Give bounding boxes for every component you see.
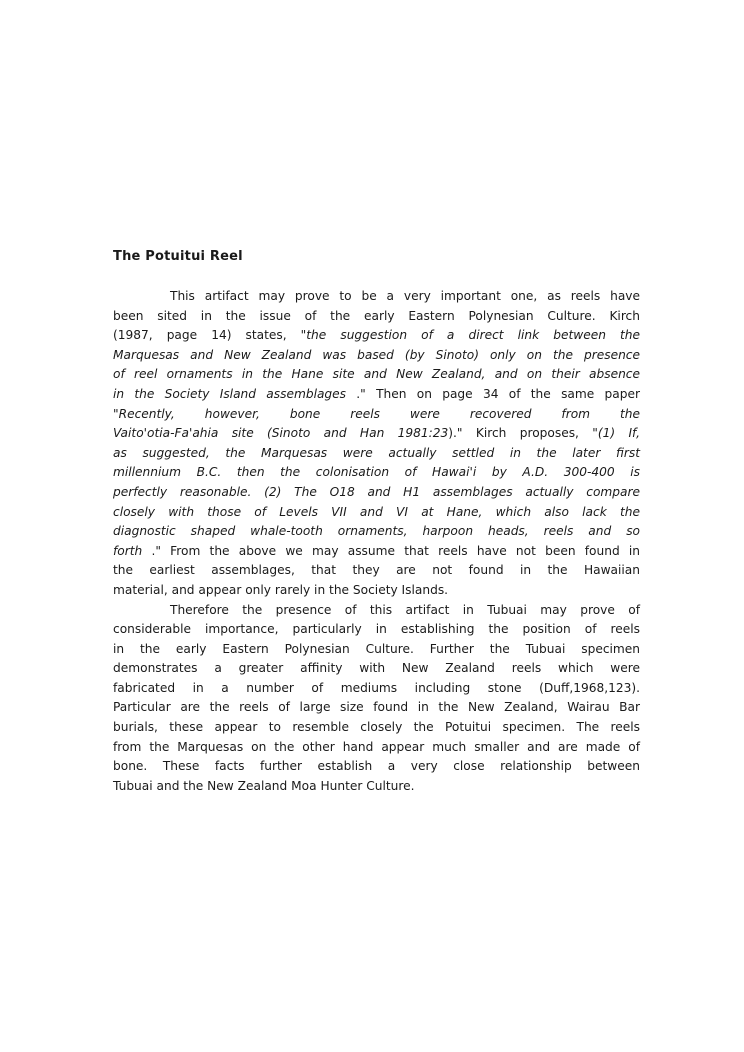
section-heading: The Potuitui Reel xyxy=(113,249,243,264)
text-line xyxy=(113,620,640,640)
text-line xyxy=(113,522,640,542)
text-line xyxy=(113,581,640,601)
text-span: considerable importance, particularly in establishing the position of reels xyxy=(113,622,640,637)
text-line xyxy=(113,542,640,562)
quoted-text: millennium B.C. then the colonisation of Hawai'i by A.D. 300-400 is xyxy=(113,465,640,480)
text-line xyxy=(113,561,640,581)
text-line xyxy=(113,718,640,738)
text-span: Tubuai and the New Zealand Moa Hunter Culture. xyxy=(113,778,415,793)
text-line xyxy=(113,424,640,444)
text-line xyxy=(113,698,640,718)
text-line xyxy=(113,444,640,464)
paragraph xyxy=(113,287,640,601)
text-span: )." Kirch proposes, " xyxy=(448,426,598,441)
text-line xyxy=(113,659,640,679)
quoted-text: as suggested, the Marquesas were actually settled in the later first xyxy=(113,445,640,460)
quoted-text: in the Society Island assemblages xyxy=(113,386,347,401)
text-line xyxy=(113,640,640,660)
quoted-text: Vaito'otia-Fa'ahia site (Sinoto and Han 1981:23 xyxy=(113,426,449,441)
text-span: ." Then on page 34 of the same paper xyxy=(346,386,640,401)
quoted-text: perfectly reasonable. (2) The O18 and H1 assemblages actually compare xyxy=(113,484,640,499)
quoted-text: (1) If, xyxy=(597,426,641,441)
body-text xyxy=(113,287,640,796)
text-span: fabricated in a number of mediums including stone (Duff,1968,123). xyxy=(113,680,640,695)
text-line xyxy=(113,326,640,346)
text-span: from the Marquesas on the other hand appear much smaller and are made of xyxy=(113,739,640,754)
quoted-text: the suggestion of a direct link between the xyxy=(306,328,640,343)
text-span: demonstrates a greater affinity with New Zealand reels which were xyxy=(113,661,640,676)
text-line xyxy=(113,503,640,523)
text-line xyxy=(113,346,640,366)
text-line xyxy=(113,679,640,699)
quoted-text: of reel ornaments in the Hane site and New Zealand, and on their absence xyxy=(113,367,640,382)
quoted-text: Marquesas and New Zealand was based (by Sinoto) only on the presence xyxy=(113,347,640,362)
text-span: This artifact may prove to be a very important one, as reels have xyxy=(170,289,640,303)
text-span: material, and appear only rarely in the Society Islands. xyxy=(113,582,449,597)
text-span: burials, these appear to resemble closely the Potuitui specimen. The reels xyxy=(113,720,640,735)
paragraph xyxy=(113,601,640,797)
text-line xyxy=(113,365,640,385)
text-line xyxy=(113,601,640,621)
quoted-text: Recently, however, bone reels were recovered from the xyxy=(118,406,640,421)
quoted-text: diagnostic shaped whale-tooth ornaments, harpoon heads, reels and so xyxy=(113,524,640,539)
text-line xyxy=(113,405,640,425)
text-span: been sited in the issue of the early Eastern Polynesian Culture. Kirch xyxy=(113,308,640,323)
text-span: bone. These facts further establish a very close relationship between xyxy=(113,759,640,774)
text-span: Particular are the reels of large size found in the New Zealand, Wairau Bar xyxy=(113,700,640,715)
quoted-text: closely with those of Levels VII and VI at Hane, which also lack the xyxy=(113,504,640,519)
text-span: in the early Eastern Polynesian Culture. Further the Tubuai specimen xyxy=(113,641,640,656)
text-span: (1987, page 14) states, " xyxy=(113,328,307,343)
text-line xyxy=(113,307,640,327)
quoted-text: forth xyxy=(113,543,143,558)
text-line xyxy=(113,385,640,405)
text-line xyxy=(113,287,640,307)
text-line xyxy=(113,757,640,777)
text-line xyxy=(113,777,640,797)
text-line xyxy=(113,483,640,503)
text-span: " xyxy=(113,406,119,421)
text-span: the earliest assemblages, that they are not found in the Hawaiian xyxy=(113,563,640,578)
text-line xyxy=(113,738,640,758)
text-line xyxy=(113,463,640,483)
text-span: Therefore the presence of this artifact in Tubuai may prove of xyxy=(170,602,640,617)
text-span: ." From the above we may assume that reels have not been found in xyxy=(142,543,640,558)
